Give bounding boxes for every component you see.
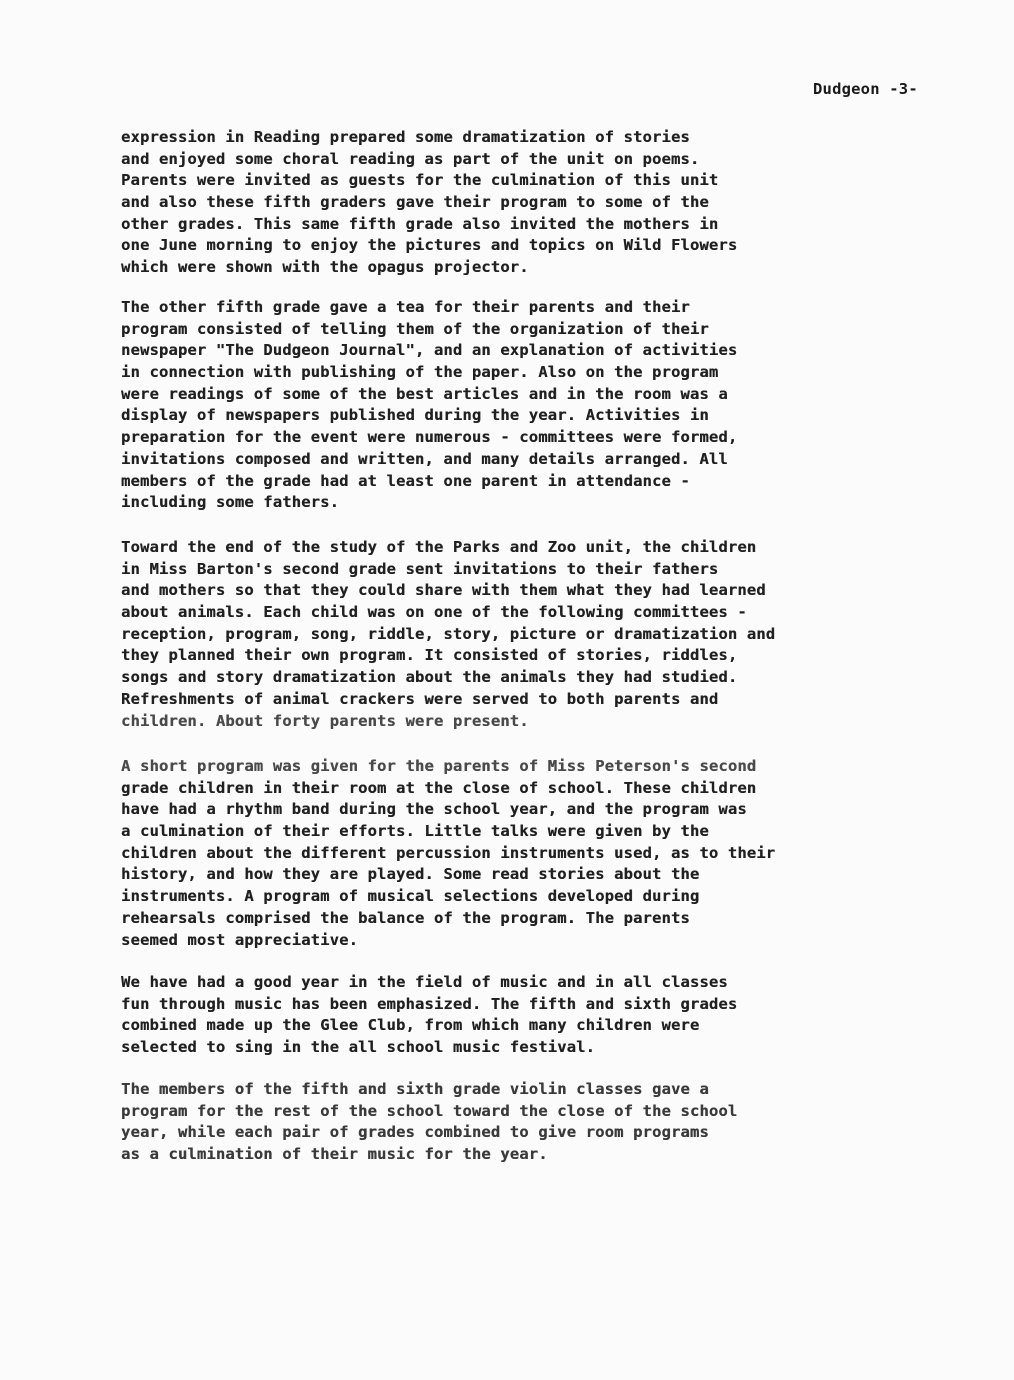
text-line: rehearsals comprised the balance of the program. The parents [121,908,690,927]
text-line: program for the rest of the school toward the close of the school [121,1101,738,1120]
text-line: preparation for the event were numerous - committees were formed, [121,428,738,447]
text-line: a culmination of their efforts. Little talks were given by the [121,822,709,841]
text-line: instruments. A program of musical selections developed during [121,887,700,906]
text-line: program consisted of telling them of the organization of their [121,319,709,338]
text-line: The members of the fifth and sixth grade violin classes gave a [121,1080,709,1098]
text-line: and mothers so that they could share with them what they had learned [121,581,766,600]
paragraph-rhythm-band [121,756,891,951]
text-line: members of the grade had at least one parent in attendance - [121,471,690,490]
page-header: Dudgeon -3- [813,80,918,98]
text-line: songs and story dramatization about the animals they had studied. [121,668,738,687]
text-line: The other fifth grade gave a tea for their parents and their [121,298,690,316]
text-line: including some fathers. [121,493,340,512]
text-line: selected to sing in the all school music festival. [121,1038,596,1057]
text-line: Parents were invited as guests for the culmination of this unit [121,171,719,190]
text-line: children about the different percussion instruments used, as to their [121,843,776,862]
text-line: as a culmination of their music for the year. [121,1145,548,1164]
text-line: they planned their own program. It consisted of stories, riddles, [121,646,738,665]
text-line: reception, program, song, riddle, story, picture or dramatization and [121,624,776,643]
text-line: and also these fifth graders gave their program to some of the [121,193,709,212]
text-line: children. About forty parents were present. [121,711,529,730]
text-line: combined made up the Glee Club, from which many children were [121,1016,700,1035]
text-line: in Miss Barton's second grade sent invitations to their fathers [121,559,719,578]
text-line: We have had a good year in the field of music and in all classes [121,973,728,991]
text-line: grade children in their room at the close of school. These children [121,778,757,797]
text-line: invitations composed and written, and many details arranged. All [121,449,728,468]
text-line: about animals. Each child was on one of the following committees - [121,603,747,622]
text-line: year, while each pair of grades combined to give room programs [121,1123,709,1142]
text-line: in connection with publishing of the paper. Also on the program [121,363,719,382]
text-line: history, and how they are played. Some read stories about the [121,865,700,884]
paragraph-fifth-grade-tea [121,297,891,514]
text-line: one June morning to enjoy the pictures and topics on Wild Flowers [121,236,738,255]
paragraph-music-year [121,972,891,1059]
text-line: A short program was given for the parents of Miss Peterson's second [121,757,757,775]
paragraph-reading-dramatization [121,127,891,279]
text-line: seemed most appreciative. [121,930,359,949]
paragraph-violin-classes [121,1079,891,1166]
text-line: have had a rhythm band during the school year, and the program was [121,800,747,819]
text-line: fun through music has been emphasized. The fifth and sixth grades [121,994,738,1013]
paragraph-parks-and-zoo [121,537,891,732]
text-line: which were shown with the opagus projector. [121,258,529,277]
text-line: Refreshments of animal crackers were served to both parents and [121,689,719,708]
text-line: display of newspapers published during the year. Activities in [121,406,709,425]
text-line: and enjoyed some choral reading as part of the unit on poems. [121,149,700,168]
text-line: were readings of some of the best articles and in the room was a [121,384,728,403]
text-line: expression in Reading prepared some dramatization of stories [121,128,690,146]
text-line: Toward the end of the study of the Parks and Zoo unit, the children [121,538,757,556]
text-line: other grades. This same fifth grade also invited the mothers in [121,214,719,233]
text-line: newspaper "The Dudgeon Journal", and an explanation of activities [121,341,738,360]
